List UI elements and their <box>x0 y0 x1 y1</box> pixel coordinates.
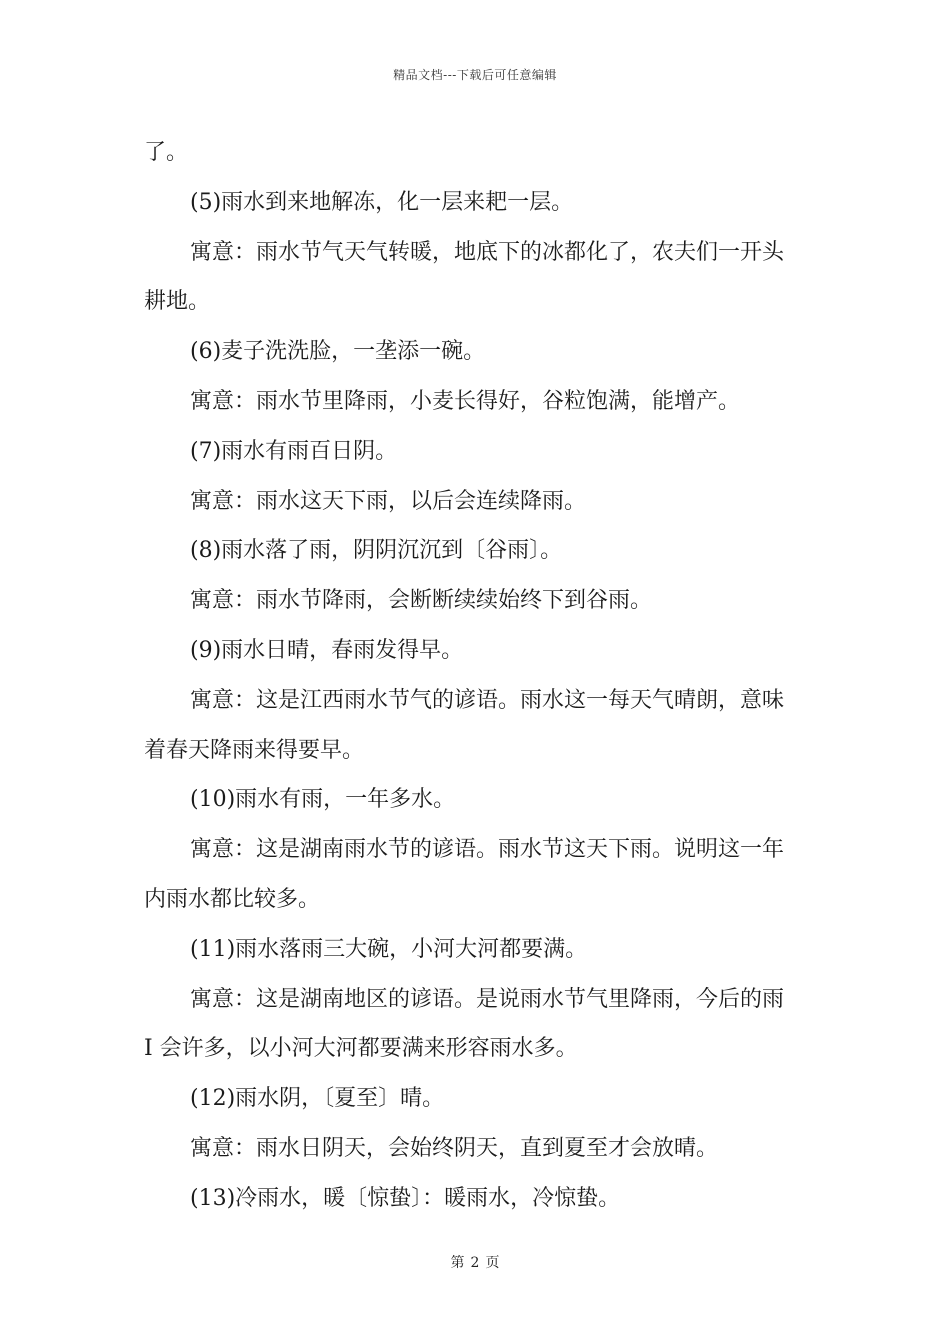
paragraph: (13)冷雨水，暖〔惊蛰〕：暖雨水，冷惊蛰。 <box>190 1185 621 1211</box>
paragraph: 寓意：雨水这天下雨，以后会连续降雨。 <box>190 488 587 514</box>
paragraph: 了。 <box>144 140 189 165</box>
page-footer <box>0 1252 950 1272</box>
paragraph: (5)雨水到来地解冻，化一层来耙一层。 <box>190 189 574 215</box>
paragraph: 寓意：这是湖南地区的谚语。是说雨水节气里降雨，今后的雨 <box>190 986 785 1012</box>
paragraph: (11)雨水落雨三大碗，小河大河都要满。 <box>190 936 588 962</box>
page-header: 精品文档---下载后可任意编辑 <box>393 68 557 82</box>
paragraph: 寓意：雨水节气天气转暖，地底下的冰都化了，农夫们一开头 <box>190 239 785 265</box>
paragraph: 内雨水都比较多。 <box>144 886 321 912</box>
paragraph: (10)雨水有雨，一年多水。 <box>190 787 456 813</box>
paragraph: 寓意：雨水节降雨，会断断续续始终下到谷雨。 <box>190 588 653 614</box>
paragraph: (8)雨水落了雨，阴阴沉沉到〔谷雨〕。 <box>190 538 563 564</box>
page-number: 2 <box>470 1255 480 1271</box>
paragraph: 寓意：这是江西雨水节气的谚语。雨水这一每天气晴朗，意味 <box>190 687 785 713</box>
paragraph: (9)雨水日晴，春雨发得早。 <box>190 637 464 663</box>
page-number-prefix: 第 <box>450 1255 465 1271</box>
paragraph: 寓意：这是湖南雨水节的谚语。雨水节这天下雨。说明这一年 <box>190 837 785 863</box>
paragraph: (12)雨水阴，〔夏至〕晴。 <box>190 1086 445 1112</box>
paragraph: 寓意：雨水节里降雨，小麦长得好，谷粒饱满，能增产。 <box>190 388 741 414</box>
paragraph: (6)麦子洗洗脸，一垄添一碗。 <box>190 339 486 365</box>
paragraph: (7)雨水有雨百日阴。 <box>190 438 398 464</box>
paragraph: I 会许多，以小河大河都要满来形容雨水多。 <box>144 1036 578 1062</box>
paragraph: 着春天降雨来得要早。 <box>144 737 365 763</box>
page-number-suffix: 页 <box>485 1255 500 1271</box>
paragraph: 耕地。 <box>144 289 211 315</box>
paragraph: 寓意：雨水日阴天，会始终阴天，直到夏至才会放晴。 <box>190 1135 719 1161</box>
document-body <box>144 128 808 1224</box>
